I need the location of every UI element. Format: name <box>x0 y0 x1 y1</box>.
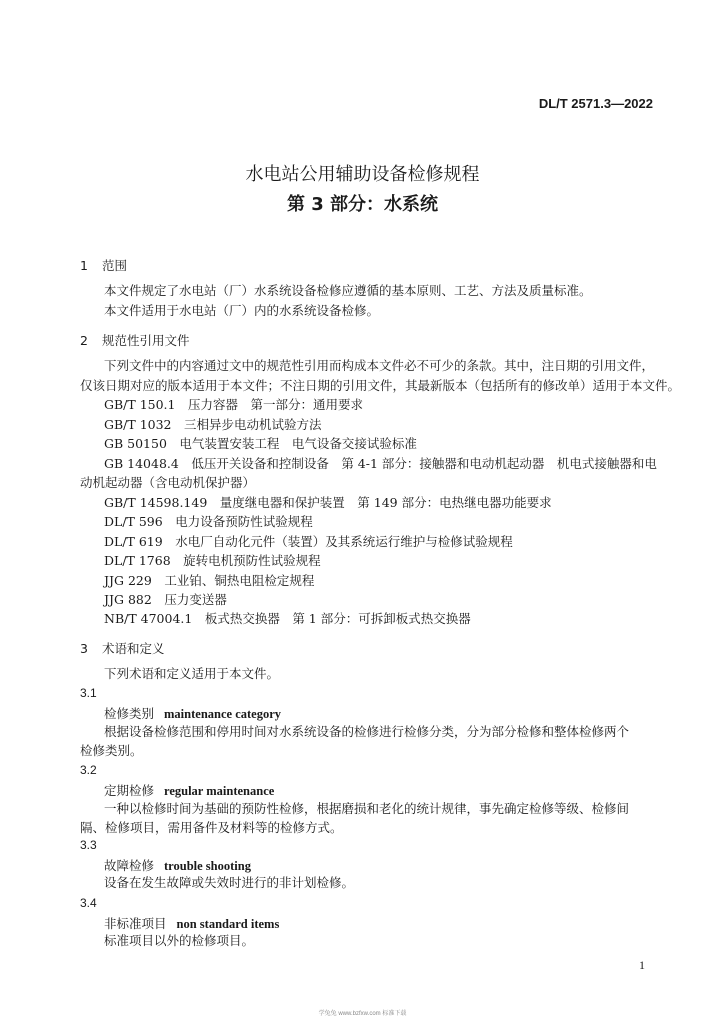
term-cn: 故障检修 <box>104 858 155 873</box>
term-cn: 非标准项目 <box>104 916 167 931</box>
term-number: 3.1 <box>80 686 97 700</box>
term-en: non standard items <box>176 917 280 931</box>
paragraph: 本文件规定了水电站（厂）水系统设备检修应遵循的基本原则、工艺、方法及质量标准。 <box>104 283 592 298</box>
paragraph: 下列文件中的内容通过文中的规范性引用而构成本文件必不可少的条款。其中，注日期的引用文件， <box>104 358 655 373</box>
section-title: 规范性引用文件 <box>102 333 190 348</box>
term-definition: 设备在发生故障或失效时进行的非计划检修。 <box>104 875 355 890</box>
page-number: 1 <box>639 958 645 972</box>
term-en: maintenance category <box>164 707 281 721</box>
term-definition: 检修类别。 <box>80 743 143 758</box>
section-number: 1 <box>80 258 88 273</box>
document-code: DL/T 2571.3—2022 <box>538 96 653 111</box>
term-number: 3.2 <box>80 763 97 777</box>
reference-item-continuation: 动机起动器（含电动机保护器） <box>80 475 256 490</box>
section-1-heading <box>80 256 127 274</box>
reference-item: GB 14048.4 低压开关设备和控制设备 第 4-1 部分：接触器和电动机起动器 机电式接触器和电 <box>104 456 657 471</box>
footer-watermark: 学兔兔 www.bzfxw.com 标准下载 <box>318 1011 407 1017</box>
term-number: 3.4 <box>80 896 97 910</box>
reference-item: DL/T 596 电力设备预防性试验规程 <box>104 514 313 529</box>
reference-item: JJG 882 压力变送器 <box>104 592 227 607</box>
term-definition: 根据设备检修范围和停用时间对水系统设备的检修进行检修分类，分为部分检修和整体检修两个 <box>104 724 630 739</box>
reference-item: DL/T 619 水电厂自动化元件（装置）及其系统运行维护与检修试验规程 <box>104 534 513 549</box>
term-cn: 定期检修 <box>104 783 155 798</box>
term-en: trouble shooting <box>164 859 251 873</box>
document-subtitle: 第 3 部分：水系统 <box>286 194 439 215</box>
term-heading <box>104 914 279 932</box>
reference-item: GB/T 1032 三相异步电动机试验方法 <box>104 417 322 432</box>
term-cn: 检修类别 <box>104 706 155 721</box>
reference-item: GB/T 150.1 压力容器 第一部分：通用要求 <box>104 397 363 412</box>
section-number: 3 <box>80 641 88 656</box>
paragraph: 下列术语和定义适用于本文件。 <box>104 666 280 681</box>
reference-item: DL/T 1768 旋转电机预防性试验规程 <box>104 553 321 568</box>
paragraph: 本文件适用于水电站（厂）内的水系统设备检修。 <box>104 303 380 318</box>
term-number: 3.3 <box>80 838 97 852</box>
term-definition: 标准项目以外的检修项目。 <box>104 933 255 948</box>
term-heading <box>104 781 274 799</box>
section-title: 范围 <box>102 258 128 273</box>
section-2-heading <box>80 331 190 349</box>
paragraph: 仅该日期对应的版本适用于本文件；不注日期的引用文件，其最新版本（包括所有的修改单）适用于本文件。 <box>80 378 681 393</box>
reference-item: JJG 229 工业铂、铜热电阻检定规程 <box>104 573 315 588</box>
reference-item: NB/T 47004.1 板式热交换器 第 1 部分：可拆卸板式热交换器 <box>104 611 471 626</box>
term-en: regular maintenance <box>164 784 275 798</box>
section-3-heading <box>80 639 165 657</box>
term-definition: 隔、检修项目，需用备件及材料等的检修方式。 <box>80 820 343 835</box>
term-definition: 一种以检修时间为基础的预防性检修，根据磨损和老化的统计规律，事先确定检修等级、检修间 <box>104 801 630 816</box>
reference-item: GB 50150 电气装置安装工程 电气设备交接试验标准 <box>104 436 417 451</box>
term-heading <box>104 704 281 722</box>
section-title: 术语和定义 <box>102 641 165 656</box>
term-heading <box>104 856 251 874</box>
section-number: 2 <box>80 333 88 348</box>
document-title: 水电站公用辅助设备检修规程 <box>245 164 480 185</box>
reference-item: GB/T 14598.149 量度继电器和保护装置 第 149 部分：电热继电器功能要求 <box>104 495 552 510</box>
